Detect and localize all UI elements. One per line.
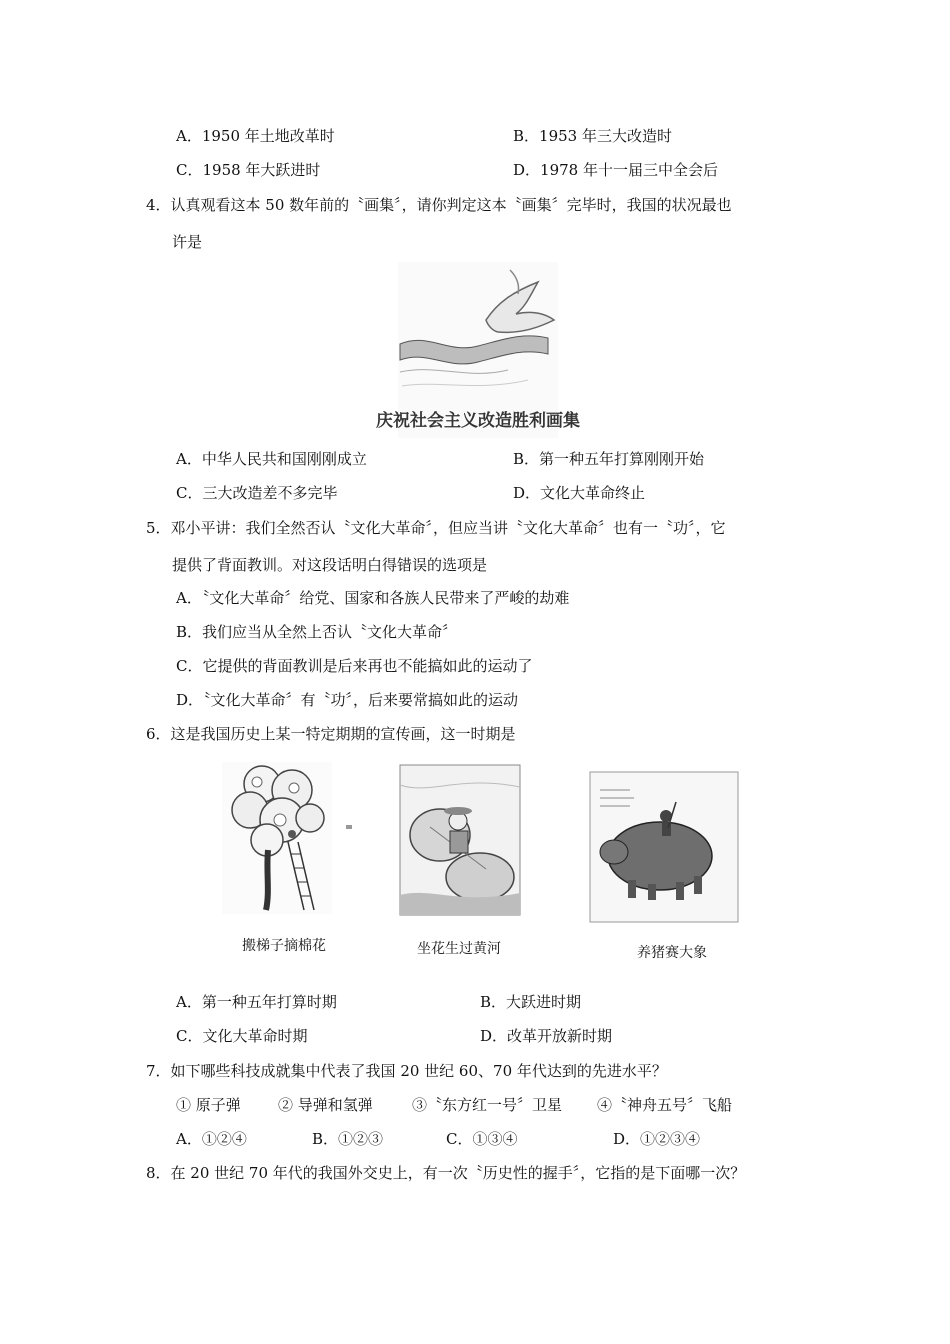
q4-option-b: B．第一种五年打算刚刚开始 bbox=[513, 450, 705, 468]
poster-cotton-image bbox=[222, 762, 332, 914]
q4-option-a: A．中华人民共和国刚刚成立 bbox=[176, 450, 367, 468]
q6-option-c: C．文化大革命时期 bbox=[176, 1027, 308, 1045]
q5-option-d: D．〝文化大革命〞有〝功〞，后来要常搞如此的运动 bbox=[176, 691, 519, 709]
q5-stem-line2: 提供了背面教训。对这段话明白得错误的选项是 bbox=[172, 556, 488, 574]
q7-option-c: C．①③④ bbox=[446, 1130, 518, 1148]
q5-stem-line1: 5．邓小平讲：我们全然否认〝文化大革命〞，但应当讲〝文化大革命〞也有一〝功〞，它 bbox=[146, 519, 726, 537]
q8-stem: 8．在 20 世纪 70 年代的我国外交史上，有一次〝历史性的握手〞，它指的是下面哪一次？ bbox=[146, 1164, 746, 1182]
poster-peanut-caption: 坐花生过黄河 bbox=[417, 941, 501, 957]
q7-stem: 7．如下哪些科技成就集中代表了我国 20 世纪 60、70 年代达到的先进水平？ bbox=[146, 1062, 667, 1080]
q6-stem: 6．这是我国历史上某一特定期期的宣传画，这一时期是 bbox=[146, 725, 516, 743]
q4-option-d: D．文化大革命终止 bbox=[513, 484, 646, 502]
q6-option-d: D．改革开放新时期 bbox=[480, 1027, 613, 1045]
q4-stem-line1: 4．认真观看这本 50 数年前的〝画集〞，请你判定这本〝画集〞完毕时，我国的状况最也 bbox=[146, 196, 732, 214]
q7-option-a: A．①②④ bbox=[176, 1130, 247, 1148]
q3-option-a: A．1950 年土地改革时 bbox=[176, 127, 335, 145]
q7-option-b: B．①②③ bbox=[312, 1130, 384, 1148]
poster-cotton-caption: 搬梯子摘棉花 bbox=[242, 938, 326, 954]
album-cover-image bbox=[376, 262, 580, 438]
poster-pig-caption: 养猪赛大象 bbox=[637, 945, 707, 961]
q6-option-b: B．大跃进时期 bbox=[480, 993, 582, 1011]
q4-option-c: C．三大改造差不多完毕 bbox=[176, 484, 338, 502]
poster-pig-image bbox=[590, 772, 738, 922]
poster-peanut-image bbox=[400, 765, 520, 915]
q7-item-1: ① 原子弹 bbox=[176, 1096, 241, 1114]
q5-option-c: C．它提供的背面教训是后来再也不能搞如此的运动了 bbox=[176, 657, 533, 675]
album-cover-title: 庆祝社会主义改造胜利画集 bbox=[376, 411, 580, 431]
q3-option-c: C．1958 年大跃进时 bbox=[176, 161, 321, 179]
q3-option-b: B．1953 年三大改造时 bbox=[513, 127, 672, 145]
q5-option-a: A．〝文化大革命〞给党、国家和各族人民带来了严峻的劫难 bbox=[176, 589, 570, 607]
decorative-dot bbox=[346, 825, 352, 829]
q7-item-3: ③〝东方红一号〞卫星 bbox=[412, 1096, 563, 1114]
q7-item-4: ④〝神舟五号〞飞船 bbox=[597, 1096, 733, 1114]
q7-option-d: D．①②③④ bbox=[613, 1130, 701, 1148]
q6-option-a: A．第一种五年打算时期 bbox=[176, 993, 337, 1011]
q7-item-2: ② 导弹和氢弹 bbox=[278, 1096, 373, 1114]
q5-option-b: B．我们应当从全然上否认〝文化大革命〞 bbox=[176, 623, 458, 641]
q3-option-d: D．1978 年十一届三中全会后 bbox=[513, 161, 718, 179]
q4-stem-line2: 许是 bbox=[172, 233, 203, 251]
